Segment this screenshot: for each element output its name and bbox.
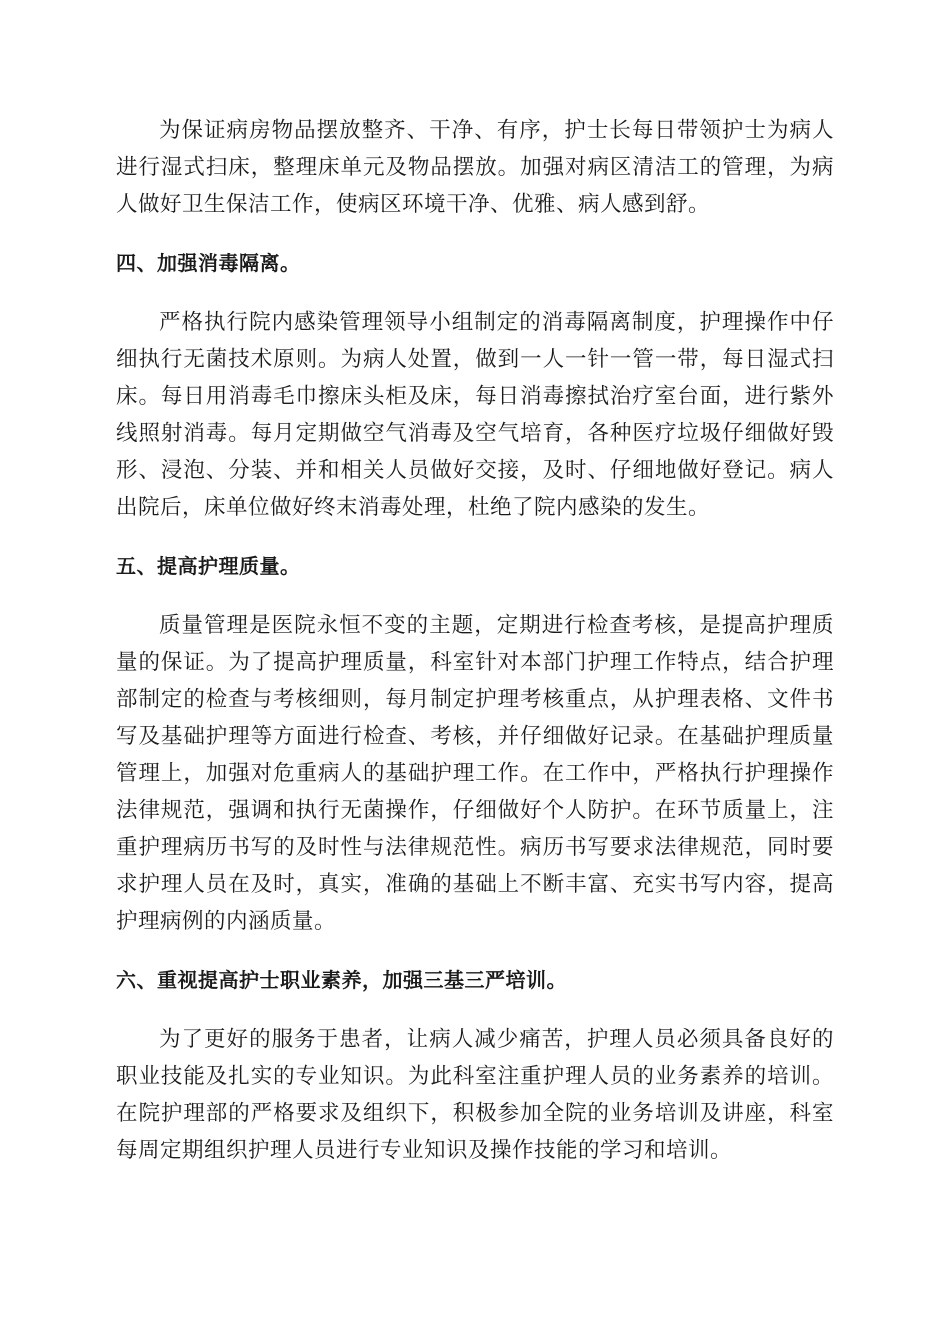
section-heading-training: 六、重视提高护士职业素养，加强三基三严培训。 xyxy=(116,968,567,992)
document-page xyxy=(116,112,834,1169)
paragraph-ward-tidy: 为保证病房物品摆放整齐、干净、有序，护士长每日带领护士为病人进行湿式扫床，整理床单元及物品摆放。加强对病区清洁工的管理，为病人做好卫生保洁工作，使病区环境干净、优雅、病人感到舒。 xyxy=(116,118,834,217)
paragraph-disinfection: 严格执行院内感染管理领导小组制定的消毒隔离制度，护理操作中仔细执行无菌技术原则。为病人处置，做到一人一针一管一带，每日湿式扫床。每日用消毒毛巾擦床头柜及床，每日消毒擦拭治疗室台面，进行紫外线照射消毒。每月定期做空气消毒及空气培育，各种医疗垃圾仔细做好毁形、浸泡、分装、并和相关人员做好交接，及时、仔细地做好登记。病人出院后，床单位做好终末消毒处理，杜绝了院内感染的发生。 xyxy=(116,310,834,520)
paragraph-training: 为了更好的服务于患者，让病人减少痛苦，护理人员必须具备良好的职业技能及扎实的专业知识。为此科室注重护理人员的业务素养的培训。在院护理部的严格要求及组织下，积极参加全院的业务培训及讲座，科室每周定期组织护理人员进行专业知识及操作技能的学习和培训。 xyxy=(116,1027,834,1163)
section-heading-disinfection: 四、加强消毒隔离。 xyxy=(116,251,301,275)
section-heading-quality: 五、提高护理质量。 xyxy=(116,554,301,578)
paragraph-quality: 质量管理是医院永恒不变的主题，定期进行检查考核，是提高护理质量的保证。为了提高护理质量，科室针对本部门护理工作特点，结合护理部制定的检查与考核细则，每月制定护理考核重点，从护理表格、文件书写及基础护理等方面进行检查、考核，并仔细做好记录。在基础护理质量管理上，加强对危重病人的基础护理工作。在工作中，严格执行护理操作法律规范，强调和执行无菌操作，仔细做好个人防护。在环节质量上，注重护理病历书写的及时性与法律规范性。病历书写要求法律规范，同时要求护理人员在及时，真实，准确的基础上不断丰富、充实书写内容，提高护理病例的内涵质量。 xyxy=(116,613,834,934)
